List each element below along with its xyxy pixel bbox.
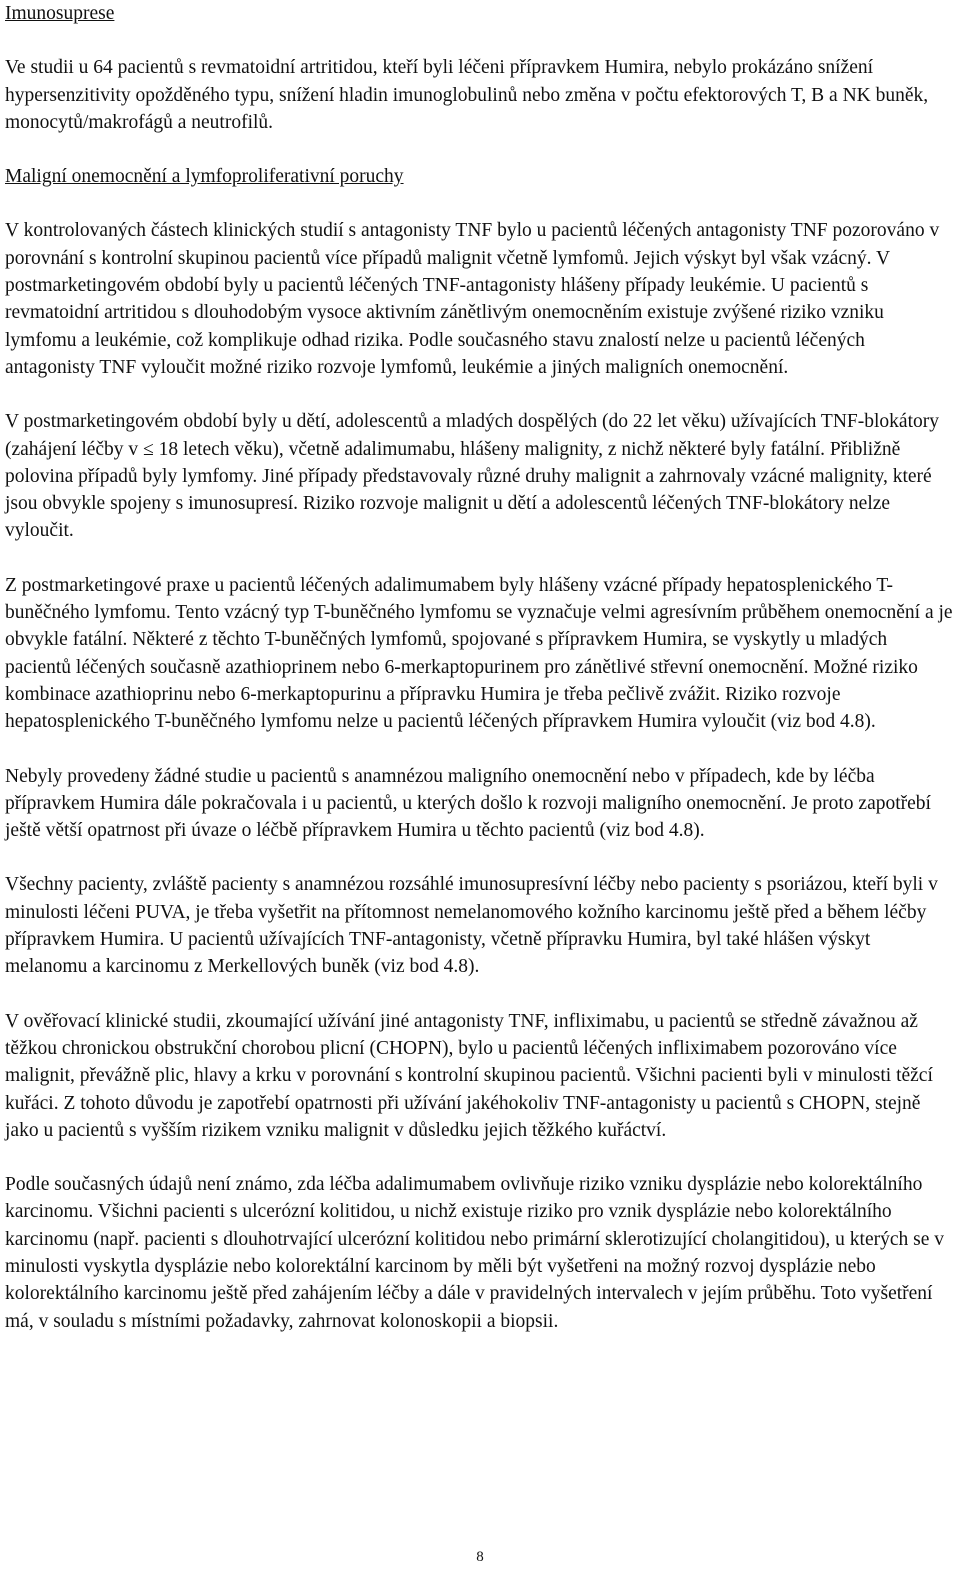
section-heading-imunosuprese: Imunosuprese bbox=[5, 3, 115, 24]
paragraph-imunosuprese: Ve studii u 64 pacientů s revmatoidní artritidou, kteří byli léčeni přípravkem Humira, nebylo prokázáno snížení hypersenzitivity opožděného typu, snížení hladin imunoglobulinů nebo změna v počtu efektorových T, B a NK buněk, monocytů/makrofágů a neutrofilů. bbox=[5, 57, 929, 133]
paragraph-maligni-7: Podle současných údajů není známo, zda léčba adalimumabem ovlivňuje riziko vzniku dysplázie nebo kolorektálního karcinomu. Všichni pacienti s ulcerózní kolitidou, u nichž existuje riziko pro vznik dysplázie nebo kolorektálního karcinomu (např. pacienti s dlouhotrvající ulcerózní kolitidou nebo primární sklerotizující cholangitidou), u kterých se v minulosti vyskytla dysplázie nebo kolorektální karcinom by měli být vyšetřeni na možný rozvoj dysplázie nebo kolorektálního karcinomu ještě před zahájením léčby a dále v pravidelných intervalech v jejím průběhu. Toto vyšetření má, v souladu s místními požadavky, zahrnovat kolonoskopii a biopsii. bbox=[5, 1174, 944, 1332]
paragraph-maligni-2: V postmarketingovém období byly u dětí, adolescentů a mladých dospělých (do 22 let věku) užívajících TNF-blokátory (zahájení léčby v ≤ 18 letech věku), včetně adalimumabu, hlášeny malignity, z nichž některé byly fatální. Přibližně polovina případů byly lymfomy. Jiné případy představovaly různé druhy malignit a zahrnovaly vzácné malignity, které jsou obvykle spojeny s imunosupresí. Riziko rozvoje malignit u dětí a adolescentů léčených TNF-blokátory nelze vyloučit. bbox=[5, 411, 939, 542]
paragraph-maligni-3: Z postmarketingové praxe u pacientů léčených adalimumabem byly hlášeny vzácné případy hepatosplenického T-buněčného lymfomu. Tento vzácný typ T-buněčného lymfomu se vyznačuje velmi agresívním průběhem onemocnění a je obvykle fatální. Některé z těchto T-buněčných lymfomů, spojované s přípravkem Humira, se vyskytly u mladých pacientů léčených současně azathioprinem nebo 6-merkaptopurinem pro zánětlivé střevní onemocnění. Možné riziko kombinace azathioprinu nebo 6-merkaptopurinu a přípravku Humira je třeba pečlivě zvážit. Riziko rozvoje hepatosplenického T-buněčného lymfomu nelze u pacientů léčených přípravkem Humira vyloučit (viz bod 4.8). bbox=[5, 574, 953, 733]
document-page bbox=[5, 0, 955, 1335]
page-number: 8 bbox=[476, 1549, 484, 1565]
paragraph-maligni-1: V kontrolovaných částech klinických studií s antagonisty TNF bylo u pacientů léčených antagonisty TNF pozorováno v porovnání s kontrolní skupinou pacientů více případů malignit včetně lymfomů. Jejich výskyt byl však vzácný. V postmarketingovém období byly u pacientů léčených TNF-antagonisty hlášeny případy leukémie. U pacientů s revmatoidní artritidou s dlouhodobým vysoce aktivním zánětlivým onemocněním existuje zvýšené riziko vzniku lymfomu a leukémie, což komplikuje odhad rizika. Podle současného stavu znalostí nelze u pacientů léčených antagonisty TNF vyloučit možné riziko rozvoje lymfomů, leukémie a jiných maligních onemocnění. bbox=[5, 220, 940, 378]
section-heading-maligni: Maligní onemocnění a lymfoproliferativní poruchy bbox=[5, 166, 404, 188]
paragraph-maligni-4: Nebyly provedeny žádné studie u pacientů s anamnézou maligního onemocnění nebo v případech, kde by léčba přípravkem Humira dále pokračovala i u pacientů, u kterých došlo k rozvoji maligního onemocnění. Je proto zapotřebí ještě větší opatrnost při úvaze o léčbě přípravkem Humira u těchto pacientů (viz bod 4.8). bbox=[5, 765, 931, 842]
paragraph-maligni-6: V ověřovací klinické studii, zkoumající užívání jiné antagonisty TNF, infliximabu, u pacientů se středně závažnou až těžkou chronickou obstrukční chorobou plicní (CHOPN), bylo u pacientů léčených infliximabem pozorováno více malignit, převážně plic, hlavy a krku v porovnání s kontrolní skupinou pacientů. Všichni pacienti byli v minulosti těžcí kuřáci. Z tohoto důvodu je zapotřebí opatrnosti při užívání jakéhokoliv TNF-antagonisty u pacientů s CHOPN, stejně jako u pacientů s vyšším rizikem vzniku malignit v důsledku jejich těžkého kuřáctví. bbox=[5, 1010, 933, 1141]
paragraph-maligni-5: Všechny pacienty, zvláště pacienty s anamnézou rozsáhlé imunosupresívní léčby nebo pacienty s psoriázou, kteří byli v minulosti léčeni PUVA, je třeba vyšetřit na přítomnost nemelanomového kožního karcinomu ještě před a během léčby přípravkem Humira. U pacientů užívajících TNF-antagonisty, včetně přípravku Humira, byl také hlášen výskyt melanomu a karcinomu z Merkellových buněk (viz bod 4.8). bbox=[5, 874, 938, 978]
